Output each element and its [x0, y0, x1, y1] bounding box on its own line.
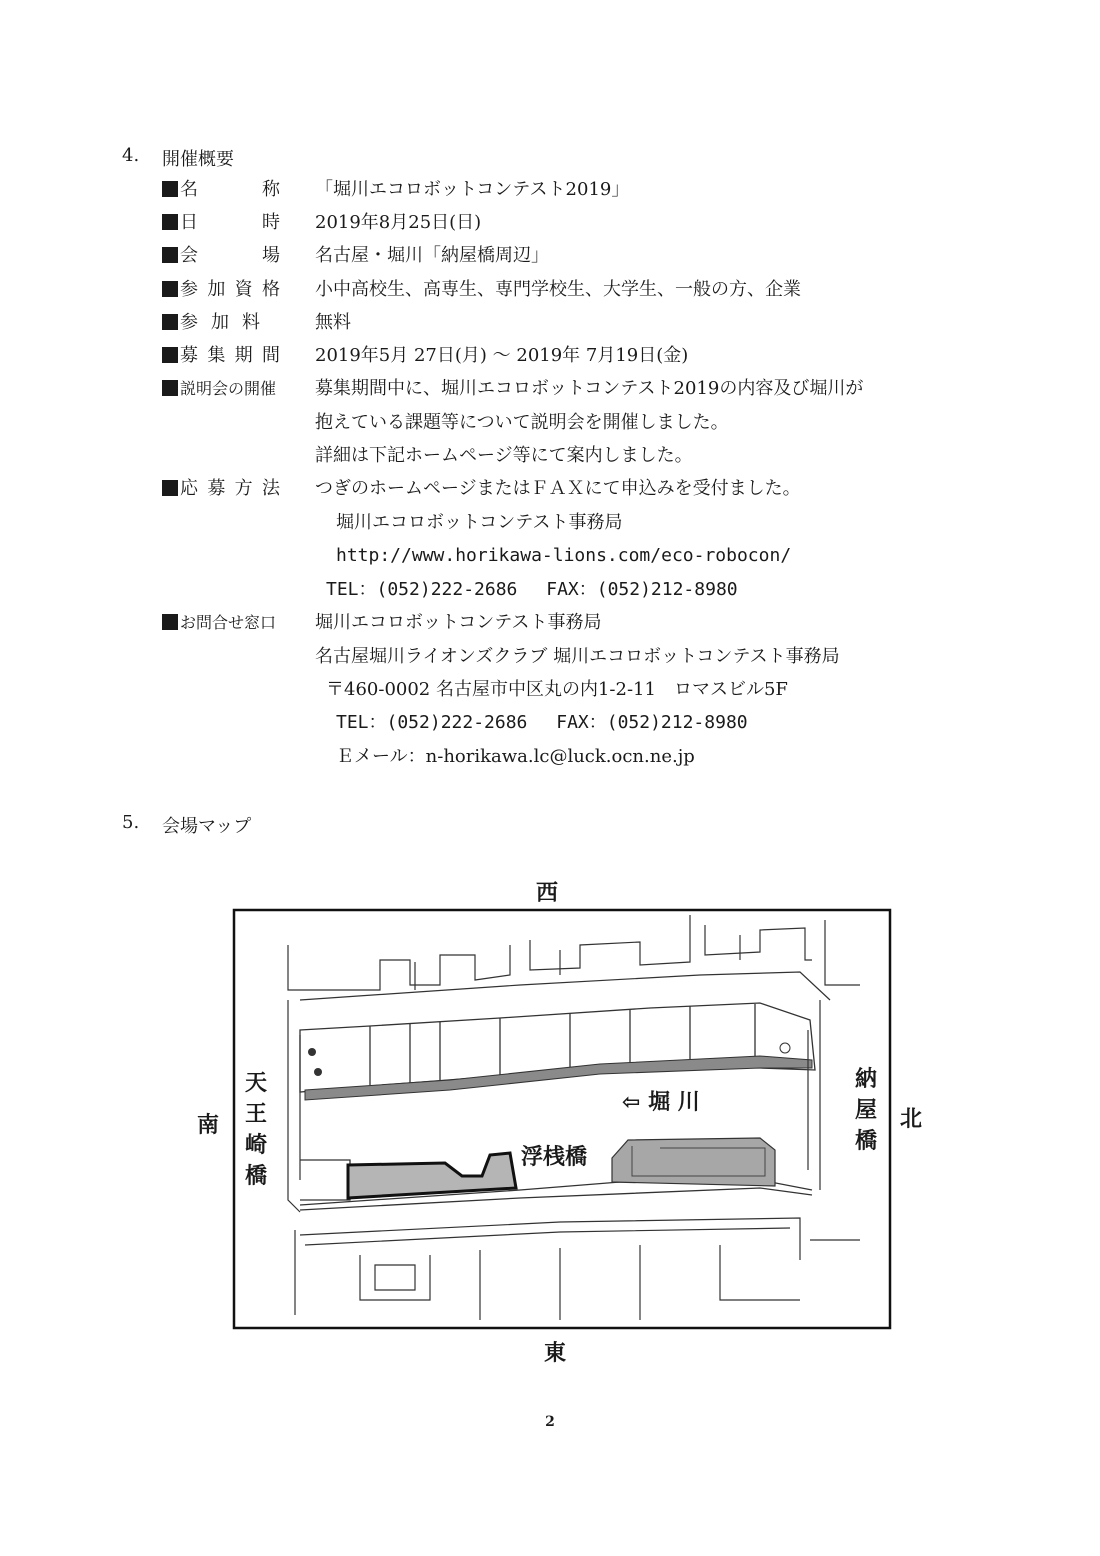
row-label: 名称 [180, 179, 280, 200]
map-event-area [348, 1153, 516, 1198]
map-west-walkway [305, 1056, 812, 1100]
section-5-number: 5. [122, 812, 140, 833]
map-pontoon-label: 浮桟橋 [519, 1140, 589, 1171]
map-bridge-north-label: 納屋橋 [854, 1067, 877, 1154]
row-label: 参加資格 [180, 279, 280, 300]
row-label: 募集期間 [180, 345, 280, 366]
row-label: 説明会の開催 [180, 379, 277, 398]
section-4-number: 4. [122, 145, 140, 166]
apply-tel-fax: TEL：(052)222-2686 FAX：(052)212-8980 [326, 579, 738, 600]
section-5-title: 会場マップ [162, 816, 252, 837]
contact-club: 名古屋堀川ライオンズクラブ 堀川エコロボットコンテスト事務局 [315, 646, 840, 667]
contact-tel-fax: TEL：(052)222-2686 FAX：(052)212-8980 [336, 712, 748, 733]
contact-email[interactable]: Ｅメール：n-horikawa.lc@luck.ocn.ne.jp [336, 746, 695, 767]
map-west-label: 西 [536, 881, 559, 906]
map-east-buildings [295, 1218, 860, 1320]
row-value: 無料 [315, 312, 351, 333]
map-river-label: ⇦ 堀 川 [622, 1090, 700, 1115]
row-value: 堀川エコロボットコンテスト事務局 [315, 612, 602, 633]
row-value: 名古屋・堀川「納屋橋周辺」 [315, 245, 549, 266]
section-4-title: 開催概要 [162, 149, 234, 170]
map-south-label: 南 [197, 1113, 220, 1138]
row-label: 会場 [180, 245, 280, 266]
map-bridge-south-label: 天王崎橋 [244, 1071, 267, 1189]
row-value: つぎのホームページまたはＦＡＸにて申込みを受付ました。 [315, 478, 801, 499]
map-east-label: 東 [544, 1341, 567, 1366]
briefing-line-3: 詳細は下記ホームページ等にて案内しました。 [315, 445, 693, 466]
apply-office: 堀川エコロボットコンテスト事務局 [336, 512, 623, 533]
row-label: 応募方法 [180, 478, 280, 499]
briefing-line-2: 抱えている課題等について説明会を開催しました。 [315, 412, 729, 433]
apply-url-link[interactable]: http://www.horikawa-lions.com/eco-robocon/ [336, 545, 792, 566]
row-label: 日時 [180, 212, 280, 233]
map-east-walkway [612, 1138, 775, 1186]
page-number: 2 [545, 1414, 555, 1430]
row-value: 2019年8月25日(日) [315, 212, 482, 233]
row-label: 参加料 [180, 312, 260, 333]
row-value: 2019年5月 27日(月) ～ 2019年 7月19日(金) [315, 345, 689, 366]
row-label: お問合せ窓口 [180, 613, 277, 632]
contact-address: 〒460-0002 名古屋市中区丸の内1-2-11 ロマスビル5F [326, 679, 788, 700]
row-value: 募集期間中に、堀川エコロボットコンテスト2019の内容及び堀川が [315, 378, 864, 399]
map-north-label: 北 [900, 1107, 923, 1132]
map-west-buildings [288, 915, 860, 1000]
row-value: 「堀川エコロボットコンテスト2019」 [315, 179, 630, 200]
row-value: 小中高校生、高専生、専門学校生、大学生、一般の方、企業 [315, 279, 801, 300]
